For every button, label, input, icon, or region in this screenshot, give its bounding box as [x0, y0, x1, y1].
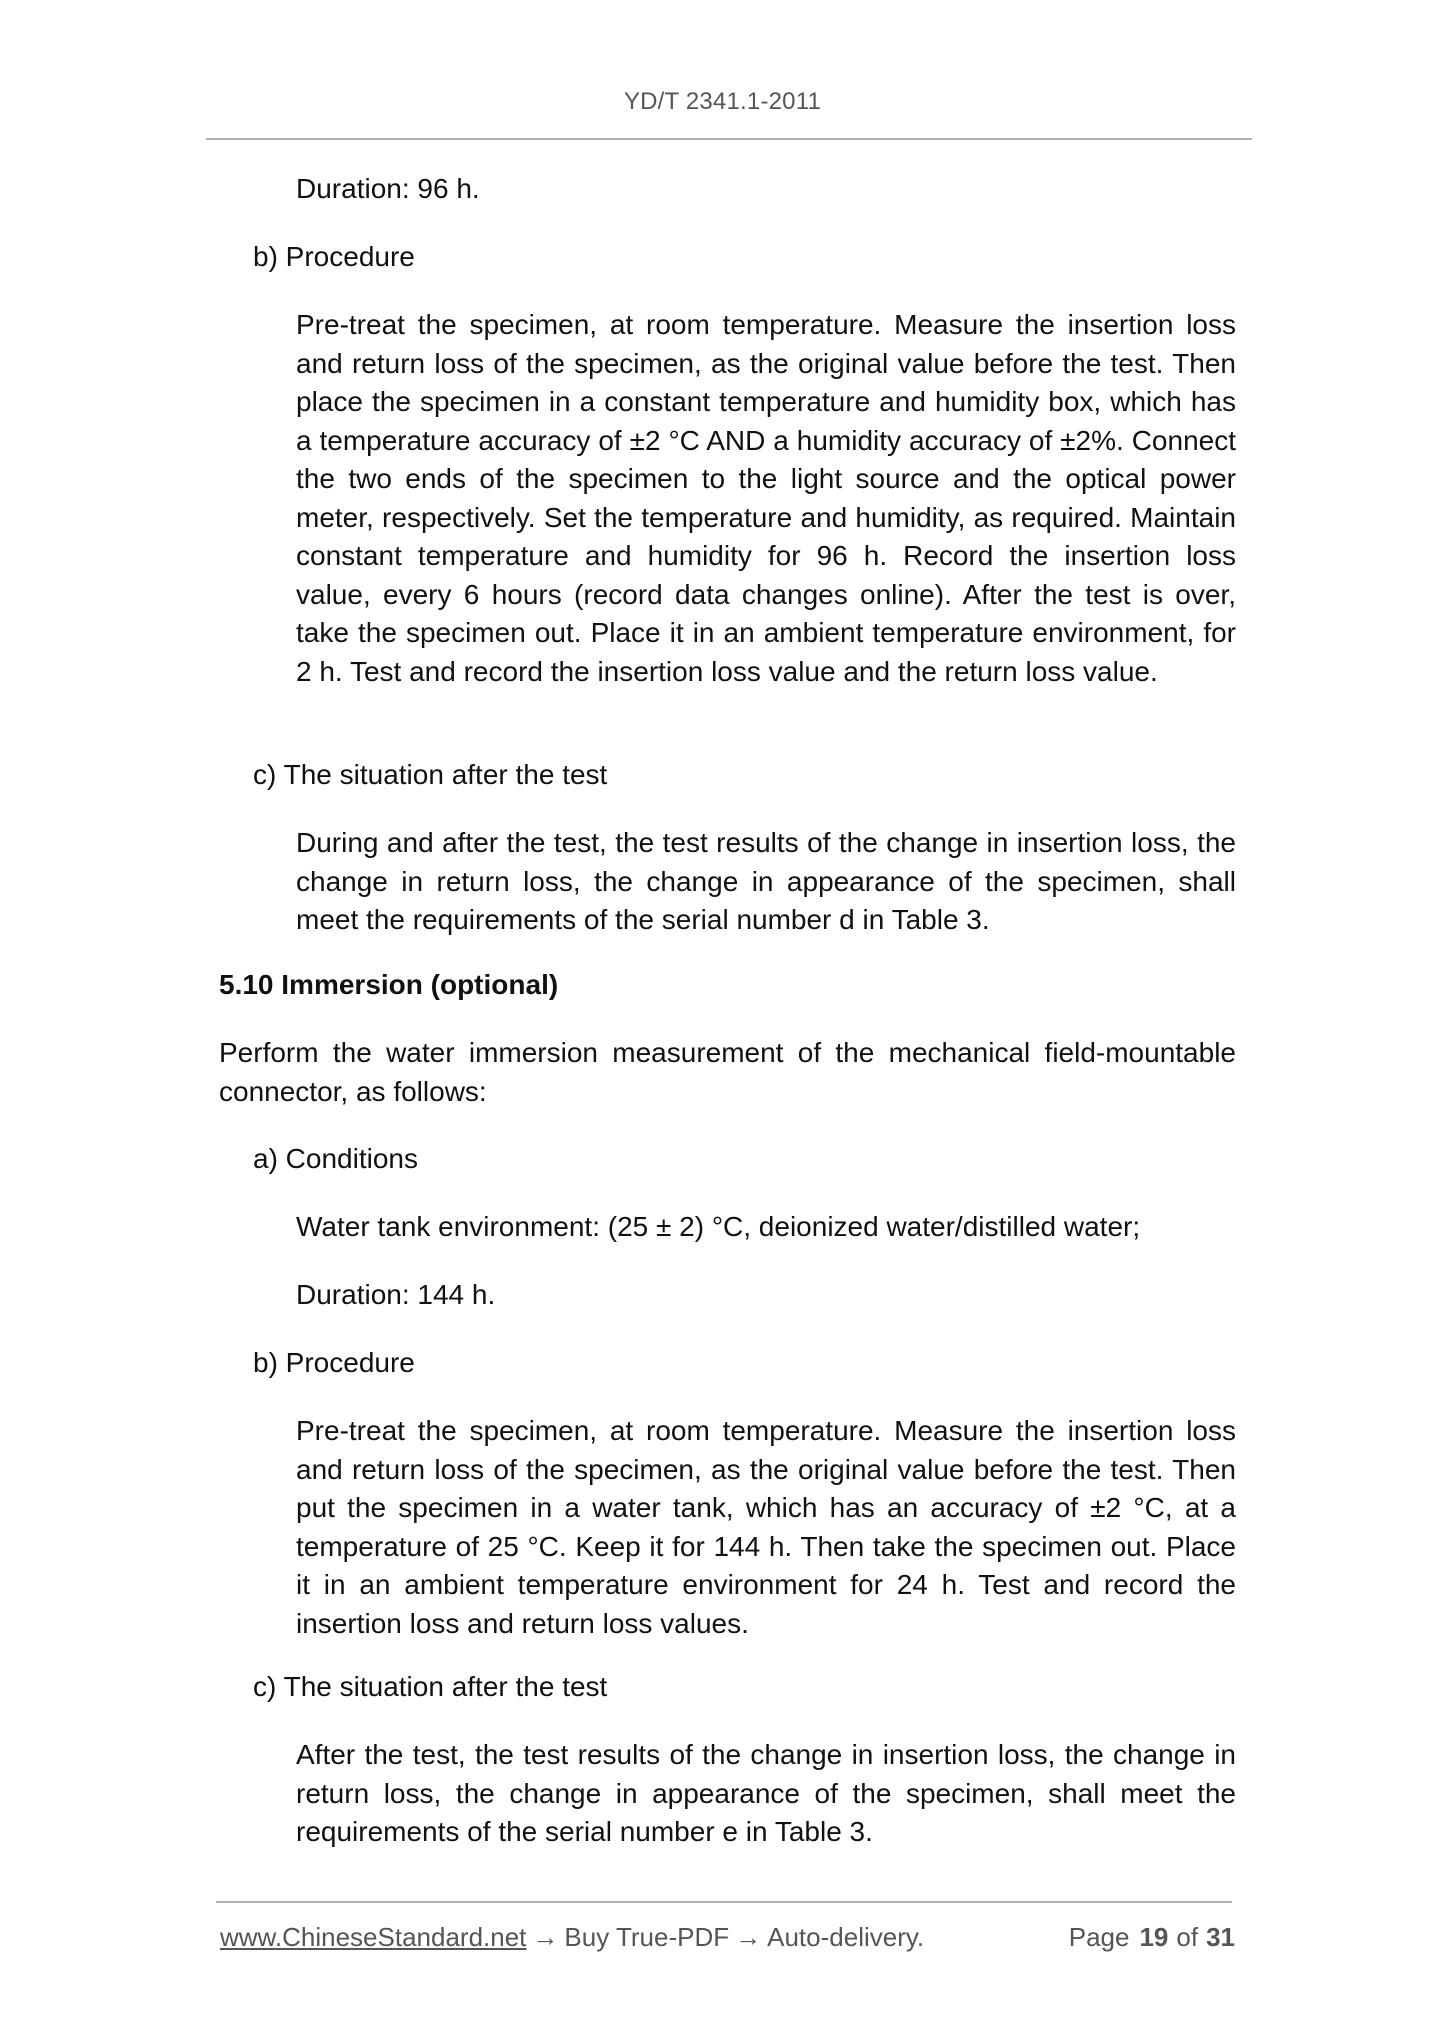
immersion-after-test-paragraph: After the test, the test results of the change in insertion loss, the change in return loss, the change in appearance of the specimen, shall meet the requirements of the serial number e in Table 3. — [296, 1739, 1236, 1847]
immersion-procedure-label: b) Procedure — [253, 1347, 415, 1378]
footer-promo — [220, 1922, 924, 1953]
immersion-intro: Perform the water immersion measurement of the mechanical field-mountable connector, as follows: — [219, 1037, 1236, 1107]
immersion-procedure-paragraph: Pre-treat the specimen, at room temperature. Measure the insertion loss and return loss of the specimen, as the original value before the test. Then put the specimen in a water tank, which has an accuracy of ±2 °C, at a temperature of 25 °C. Keep it for 144 h. Then take the specimen out. Place it in an ambient temperature environment for 24 h. Test and record the insertion loss and return loss values. — [296, 1415, 1236, 1639]
arrow-right-icon: → — [735, 1922, 762, 1952]
auto-delivery-text: Auto-delivery. — [767, 1922, 925, 1952]
duration-96h: Duration: 96 h. — [296, 173, 480, 204]
page-of-label: of — [1176, 1922, 1199, 1952]
procedure-label: b) Procedure — [253, 241, 415, 272]
duration-144h: Duration: 144 h. — [296, 1279, 496, 1310]
header-divider — [206, 138, 1252, 140]
water-tank-environment: Water tank environment: (25 ± 2) °C, deionized water/distilled water; — [296, 1211, 1141, 1242]
procedure-paragraph: Pre-treat the specimen, at room temperature. Measure the insertion loss and return loss of the specimen, as the original value before the test. Then place the specimen in a constant temperature and humidity box, which has a temperature accuracy of ±2 °C AND a humidity accuracy of ±2%. Connect the two ends of the specimen to the light source and the optical power meter, respectively. Set the temperature and humidity, as required. Maintain constant temperature and humidity for 96 h. Record the insertion loss value, every 6 hours (record data changes online). After the test is over, take the specimen out. Place it in an ambient temperature environment, for 2 h. Test and record the insertion loss value and the return loss value. — [296, 309, 1236, 687]
arrow-right-icon: → — [532, 1922, 559, 1952]
current-page-number: 19 — [1139, 1922, 1169, 1952]
chinesestandard-link[interactable]: www.ChineseStandard.net — [220, 1922, 527, 1952]
page-indicator — [1069, 1922, 1235, 1953]
page-footer — [220, 1922, 1235, 1953]
section-heading-5-10: 5.10 Immersion (optional) — [219, 969, 559, 1000]
buy-true-pdf-text: Buy True-PDF — [564, 1922, 730, 1952]
footer-divider — [216, 1901, 1232, 1903]
conditions-label: a) Conditions — [253, 1143, 418, 1174]
after-test-label: c) The situation after the test — [253, 759, 608, 790]
document-code-header: YD/T 2341.1-2011 — [623, 88, 822, 115]
after-test-paragraph: During and after the test, the test results of the change in insertion loss, the change in return loss, the change in appearance of the specimen, shall meet the requirements of the serial number d in Table 3. — [296, 827, 1236, 935]
immersion-after-test-label: c) The situation after the test — [253, 1671, 608, 1702]
page-label: Page — [1068, 1922, 1130, 1952]
total-page-count: 31 — [1206, 1922, 1235, 1952]
